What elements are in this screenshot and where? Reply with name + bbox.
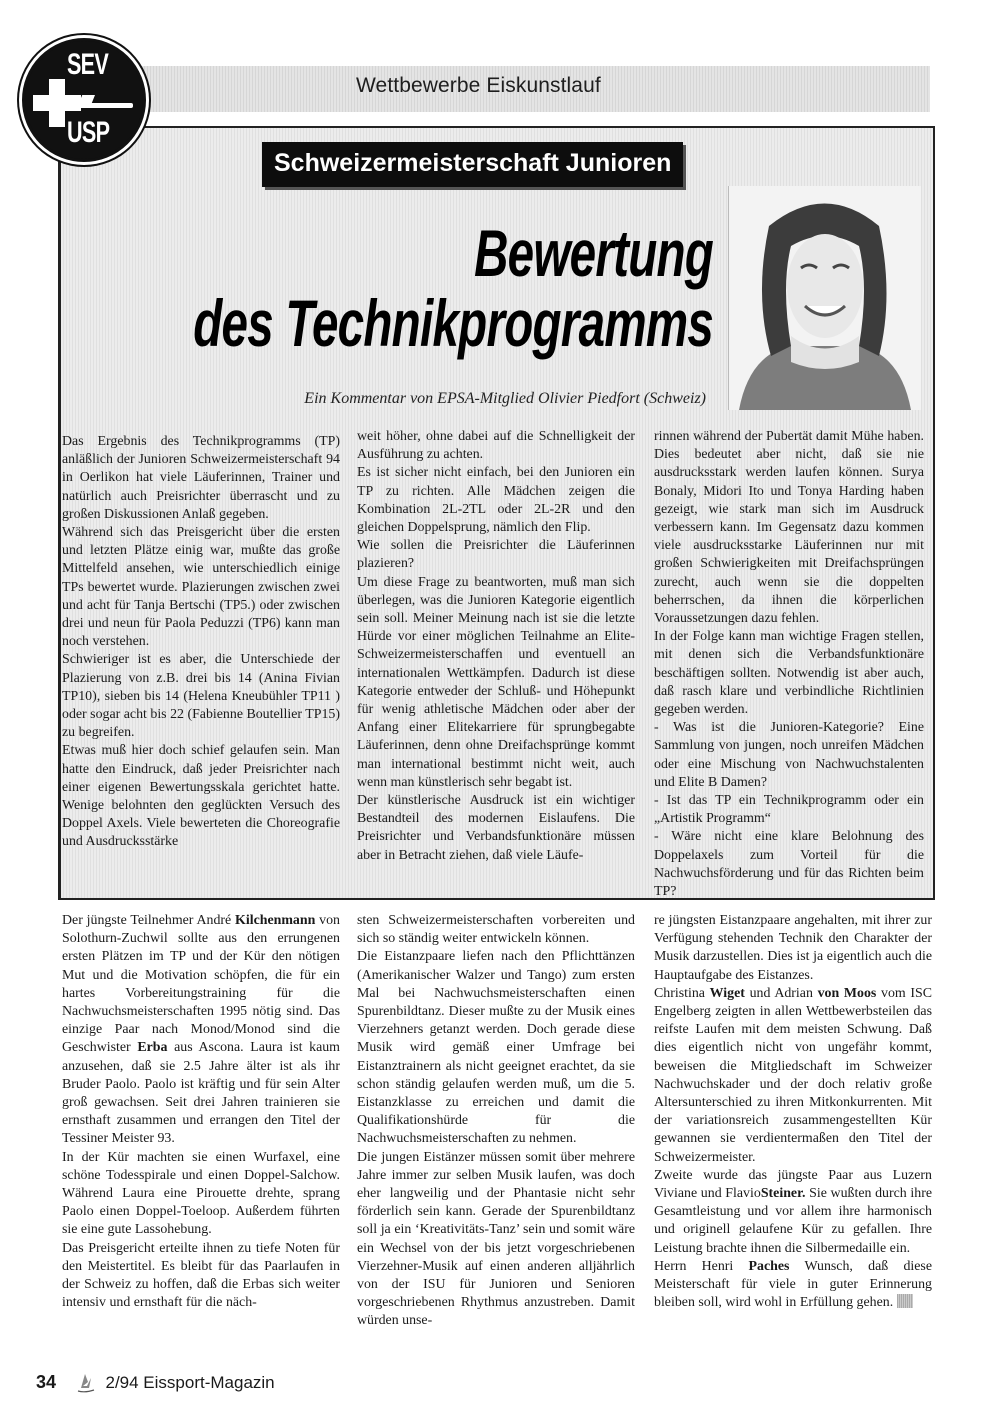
text-run: Zweite wurde das jüngste Paar aus Luzern Viviane und Flavio xyxy=(654,1167,932,1202)
paragraph: sten Schweizermeisterschaften vorbereiten und sich so ständig weiter entwickeln können. xyxy=(357,913,635,947)
section-title: Wettbewerbe Eiskunstlauf xyxy=(356,74,601,97)
paragraph: Die jungen Eistänzer müssen somit über mehrere Jahre immer zur selben Musik laufen, was doch eher langweilig und der Phantasie nicht sehr förderlich sein kann. Gerade der Spurenbildtanz soll ja ein ‘Kreativitäts-Tanz’ sein und somit wäre ein Wechsel von der bis jetzt vorgeschriebenen Vierzehner-Musik auf einen anderen alljährlich von der ISU für Junioren und Senioren vorgeschriebenen Rhythmus anzustreben. Damit würden unse- xyxy=(357,1149,635,1329)
end-of-article-icon xyxy=(897,1294,913,1308)
logo-text-bottom: USP xyxy=(67,116,110,149)
paragraph xyxy=(654,985,932,1167)
text-run: Sie wußten durch ihre Gesamtleistung und vor allem ihre harmonisch und originell gelaufene Kür zu gefallen. Ihre Leistung brachte ihnen die Silbermedaille ein. xyxy=(654,1186,932,1256)
report-column-1 xyxy=(62,912,340,1312)
paragraph: Während sich das Preisgericht über die ersten und letzten Plätze einig war, mußte das große Mittelfeld ansehen, wie unterschiedlich einige TPs bewertet wurde. Plazierungen zwischen zwei und acht für Tanja Bertschi (TP5.) oder zwischen drei und neun für Paola Peduzzi (TP6) kann man noch verstehen. xyxy=(62,525,340,650)
name-bold: Paches xyxy=(748,1258,790,1274)
skate-blade-icon xyxy=(71,103,133,108)
paragraph: Das Ergebnis des Technikprogramms (TP) anläßlich der Junioren Schweizermeisterschaft 94 in Oerlikon hat viele Läuferinnen, Trainer und natürlich auch Preisrichter überrascht und zu großen Diskussionen Anlaß gegeben. xyxy=(62,434,340,522)
page-footer xyxy=(36,1372,275,1394)
commentary-column-3 xyxy=(654,428,924,901)
page-number: 34 xyxy=(36,1372,57,1392)
text-run: Der jüngste Teilnehmer André xyxy=(62,913,236,928)
headline-line-2: des Technikprogramms xyxy=(193,286,713,360)
skater-icon xyxy=(75,1372,97,1394)
report-column-2 xyxy=(357,912,635,1331)
paragraph: rinnen während der Pubertät damit Mühe haben. Dies bedeutet aber nicht, daß sie nie ausdrucksstark werden laufen können. Surya Bonaly, Midori Ito und Tonya Harding haben gezeigt, wie stark man sich im Ausdruck verbessern kann. Im Gegensatz dazu kommen viele ausdrucksstarke Läuferinnen nur mit großen Schwierigkeiten mit Dreifachsprüngen zurecht, auch wenn sie die doppelten beherrschen, da ihnen die körperlichen Voraussetzungen dazu fehlen. xyxy=(654,429,924,627)
sev-usp-logo xyxy=(22,38,146,162)
paragraph: Das Preisgericht erteilte ihnen zu tiefe Noten für den Meistertitel. Es bleibt für das Paarlaufen in der Schweiz zu hoffen, daß die Erbas sich weiter intensiv und ernsthaft für die näch- xyxy=(62,1240,340,1311)
paragraph: Die Eistanzpaare liefen nach den Pflichttänzen (Amerikanischer Walzer und Tango) zum ersten Mal bei Nachwuchsmeisterschaften einen Spurenbildtanz. Dieser mußte zu der Musik eines Vierzehners getanzt werden. Doch gerade diese Musik wird gemäß einer Umfrage bei Eistanztrainern als nicht geeignet erachtet, da sie schon ständig gelaufen werden muß, um die 5. Eistanzklasse zu erreichen und damit die Qualifikationshürde für die Nachwuchsmeisterschaften zu nehmen. xyxy=(357,949,635,1147)
name-bold: von Moos xyxy=(817,985,877,1001)
headline xyxy=(193,218,713,358)
logo-text-top: SEV xyxy=(67,48,109,81)
paragraph: - Wäre nicht eine klare Belohnung des Doppelaxels zum Vorteil für die Nachwuchsförderung und für das Richten beim TP? xyxy=(654,829,924,900)
paragraph: re jüngsten Eistanzpaare angehalten, mit ihrer zur Verfügung stehenden Technik den Charakter der Musik darzustellen. Dies ist ja eigentlich auch die Hauptaufgabe des Eistanzes. xyxy=(654,913,932,983)
portrait-photo xyxy=(728,186,921,410)
name-bold: Kilchenmann xyxy=(235,913,316,928)
text-run: und Adrian xyxy=(744,985,818,1001)
paragraph: Etwas muß hier doch schief gelaufen sein. Man hatte den Eindruck, daß jeder Preisrichter nach einer eigenen Bewertungsskala gerichtet hatte. Wenige belohnten den geglückten Versuch des Doppel Axels. Viele bewerteten die Choreografie und Ausdrucksstärke xyxy=(62,743,340,850)
name-bold: Steiner. xyxy=(760,1186,806,1202)
paragraph: In der Kür machten sie einen Wurfaxel, eine schöne Todesspirale und einen Doppel-Salchow. Während Laura eine Pirouette drehte, sprang Paolo einen Doppel-Toeloop. Außerdem führten sie eine gute Lassohebung. xyxy=(62,1149,340,1238)
name-bold: Wiget xyxy=(709,985,745,1001)
face-shape xyxy=(787,234,863,338)
issue-label: 2/94 Eissport-Magazin xyxy=(105,1373,275,1392)
paragraph xyxy=(654,1258,932,1313)
headline-line-1: Bewertung xyxy=(473,216,713,290)
byline: Ein Kommentar von EPSA-Mitglied Olivier Piedfort (Schweiz) xyxy=(304,390,706,407)
text-run: Herrn Henri xyxy=(654,1258,749,1274)
paragraph xyxy=(62,912,340,1149)
paragraph: Wie sollen die Preisrichter die Läuferinnen plazieren? xyxy=(357,538,635,572)
paragraph: - Ist das TP ein Technikprogramm oder ein „Artistik Programm“ xyxy=(654,793,924,827)
kicker-label: Schweizermeisterschaft Junioren xyxy=(262,142,683,187)
name-bold: Erba xyxy=(137,1040,168,1056)
paragraph: Der künstlerische Ausdruck ist ein wichtiger Bestandteil des modernen Eislaufens. Die Preisrichter und Verbandsfunktionäre müssen aber in Betracht ziehen, daß viele Läufe- xyxy=(357,793,635,863)
report-column-3 xyxy=(654,912,932,1312)
commentary-column-2 xyxy=(357,428,635,865)
text-run: Christina xyxy=(654,985,710,1001)
commentary-column-1 xyxy=(62,433,340,852)
paragraph xyxy=(654,1167,932,1258)
text-run: von Solothurn-Zuchwil sollte aus den errungenen ersten Plätzen im TP und der Kür den nötigen Mut und die Motivation schöpfen, die für ein hartes Vorbereitungstraining für die Nachwuchsmeisterschaften 1995 nötig sind. Das einzige Paar nach Monod/Monod sind die Geschwister xyxy=(62,913,340,1056)
text-run: vom ISC Engelberg zeigten in allen Wettbewerbsteilen das reifste Laufen mit dem meisten Schwung. Daß dies eigentlich nicht von ungefähr kommt, beweisen die Mitgliedschaft im Schweizer Nachwuchskader und der doch relativ große Altersunterschied zu ihren Mitkonkurrenten. Mit der variationsreich zusammengestellten Kür gewannen sie verdientermaßen den Titel der Schweizermeister. xyxy=(654,985,933,1165)
text-run: Wunsch, daß diese Meisterschaft für viele in guter Erinnerung bleiben soll, wird wohl in Erfüllung gehen. xyxy=(654,1258,933,1311)
paragraph: - Was ist die Junioren-Kategorie? Eine Sammlung von jungen, noch unreifen Mädchen oder eine Mischung von Nachwuchstalenten und Elite B Damen? xyxy=(654,720,924,790)
text-run: aus Ascona. Laura ist kaum anzusehen, daß sie 2.5 Jahre älter ist als ihr Bruder Paolo. Paolo ist kräftig und für sein Alter groß gewachsen. Seit drei Jahren trainieren sie ernsthaft zusammen und errangen den Titel der Tessiner Meister 93. xyxy=(62,1040,340,1147)
paragraph: Um diese Frage zu beantworten, muß man sich überlegen, was die Junioren Kategorie eigentlich sein soll. Meiner Meinung nach ist sie die letzte Hürde vor einer möglichen Teilnahme an Elite-Schweizermeisterschaffen und eventuell an internationalen Wettkämpfen. Dadurch ist diese Kategorie entweder der Schluß- und Höhepunkt für wenig athletische Mädchen oder aber der Anfang einer Elitekarriere für sprungbegabte Läuferinnen, denn ohne Dreifachsprünge kommt man international bestimmt nicht weit, auch wenn man künstlerisch sehr begabt ist. xyxy=(357,574,635,790)
skate-boot-icon xyxy=(79,95,95,103)
paragraph: In der Folge kann man wichtige Fragen stellen, mit denen sich die Verbandsfunktionäre beschäftigen sollten. Notwendig ist aber auch, daß rasch klare und verbindliche Richtlinien gegeben werden. xyxy=(654,629,924,718)
paragraph: Schwieriger ist es aber, die Unterschiede der Plazierung von z.B. drei bis 14 (Anina Fivian TP10), sieben bis 14 (Helena Kneubühler TP11 ) oder sogar acht bis 22 (Fabienne Boutellier TP15) zu begreifen. xyxy=(62,652,340,741)
paragraph: Es ist sicher nicht einfach, bei den Junioren ein TP zu richten. Alle Mädchen zeigen die Kombination 2L-2TL oder 2L-2R und den gleichen Doppelsprung, nämlich den Flip. xyxy=(357,465,635,536)
portrait-illustration xyxy=(729,186,921,410)
paragraph: weit höher, ohne dabei auf die Schnelligkeit der Ausführung zu achten. xyxy=(357,429,635,463)
